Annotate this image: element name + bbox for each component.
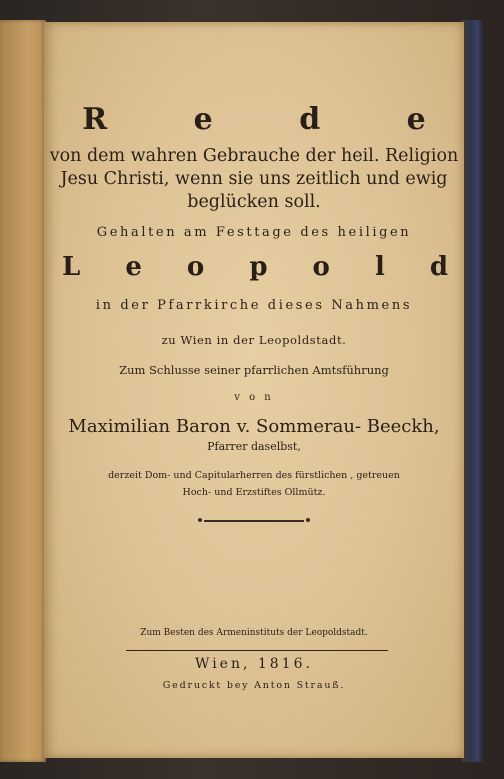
title-page: [44, 22, 467, 758]
canon-line-2: Hoch- und Erzstiftes Ollmütz.: [182, 487, 326, 498]
imprint-city-year: Wien, 1816.: [195, 656, 313, 672]
subtitle-line-2: Jesu Christi, wenn sie uns zeitlich und ewig: [60, 169, 448, 189]
closing-line: Zum Schlusse seiner pfarrlichen Amtsführung: [119, 363, 389, 377]
church-line: in der Pfarrkirche dieses Nahmens: [95, 298, 413, 313]
saint-name: L e o p o l d: [62, 252, 467, 282]
held-line: Gehalten am Festtage des heiligen: [96, 225, 412, 240]
location-line: zu Wien in der Leopoldstadt.: [161, 333, 347, 347]
canon-line-1: derzeit Dom- und Capitularherren des fürstlichen , getreuen: [108, 470, 400, 481]
author-name: Maximilian Baron v. Sommerau- Beeckh,: [68, 416, 440, 437]
subtitle-line-1: von dem wahren Gebrauche der heil. Religion: [49, 146, 459, 166]
subtitle-line-3: beglücken soll.: [187, 192, 321, 212]
von-line: v o n: [234, 392, 274, 403]
imprint-printer: Gedruckt bey Anton Strauß.: [162, 680, 346, 691]
book-cover-left: [0, 20, 46, 762]
benefit-line: Zum Besten des Armeninstituts der Leopoldstadt.: [140, 628, 368, 638]
author-role: Pfarrer daselbst,: [207, 440, 301, 453]
imprint-rule: [126, 650, 388, 651]
ornament-divider: [204, 520, 304, 522]
book-spine-right: [462, 20, 484, 762]
page-title: R e d e: [82, 102, 464, 137]
